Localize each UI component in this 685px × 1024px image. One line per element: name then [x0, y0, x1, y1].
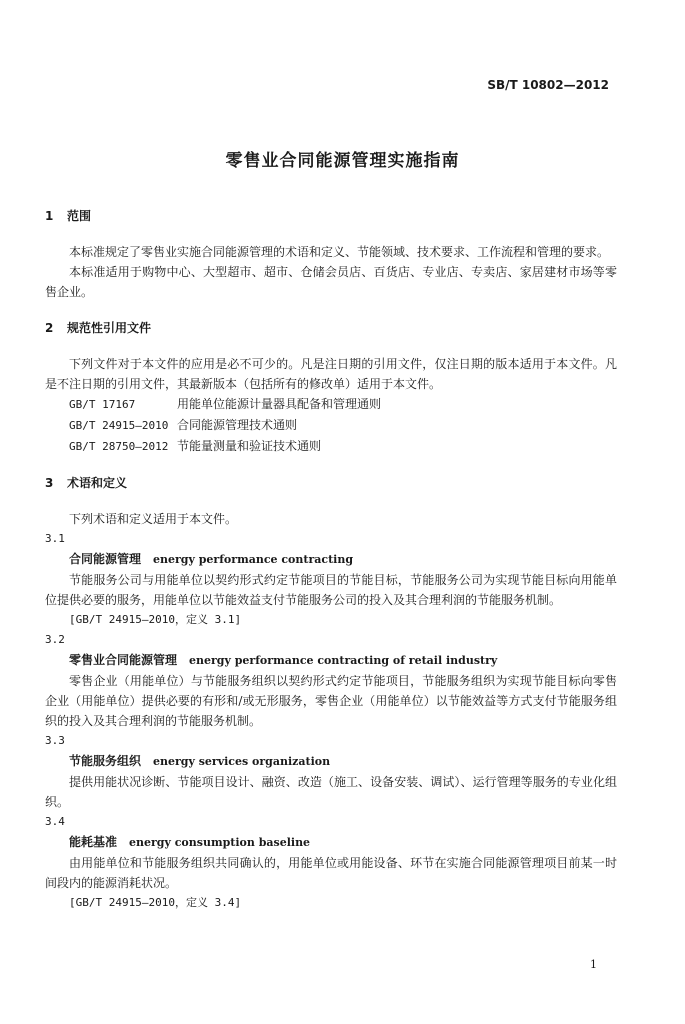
term-en: energy services organization	[153, 755, 331, 768]
paragraph: 本标准适用于购物中心、大型超市、超市、仓储会员店、百货店、专业店、专卖店、家居建材市场等零售企业。	[45, 265, 617, 299]
term-heading	[45, 650, 617, 671]
term-en: energy performance contracting of retail industry	[189, 654, 498, 667]
term-definition: 由用能单位和节能服务组织共同确认的，用能单位或用能设备、环节在实施合同能源管理项目前某一时间段内的能源消耗状况。	[45, 856, 617, 890]
term-en: energy consumption baseline	[129, 836, 311, 849]
section-3-heading	[45, 473, 617, 493]
term-definition: 提供用能状况诊断、节能项目设计、融资、改造（施工、设备安装、调试）、运行管理等服务的专业化组织。	[45, 775, 617, 809]
section-title: 范围	[67, 209, 92, 223]
term-zh: 节能服务组织	[69, 754, 142, 768]
term-heading	[45, 549, 617, 570]
term-number: 3.1	[45, 532, 65, 545]
reference-item	[45, 394, 617, 415]
section-number: 3	[45, 476, 54, 490]
term-number: 3.3	[45, 734, 65, 747]
reference-item	[45, 415, 617, 436]
term-en: energy performance contracting	[153, 553, 354, 566]
term-zh: 能耗基准	[69, 835, 118, 849]
section-title: 术语和定义	[67, 476, 128, 490]
section-1-heading	[45, 206, 617, 226]
reference-title: 合同能源管理技术通则	[177, 418, 298, 432]
section-number: 1	[45, 209, 54, 223]
standard-number: SB/T 10802—2012	[487, 78, 609, 92]
term-zh: 合同能源管理	[69, 552, 142, 566]
term-zh: 零售业合同能源管理	[69, 653, 178, 667]
paragraph: 下列文件对于本文件的应用是必不可少的。凡是注日期的引用文件，仅注日期的版本适用于本文件。凡是不注日期的引用文件，其最新版本（包括所有的修改单）适用于本文件。	[45, 357, 617, 391]
section-2-heading	[45, 318, 617, 338]
term-definition: 零售企业（用能单位）与节能服务组织以契约形式约定节能项目，节能服务组织为实现节能目标向零售企业（用能单位）提供必要的有形和/或无形服务，零售企业（用能单位）以节能效益等方式支付节能服务组织的投入及其合理利润的节能服务机制。	[45, 674, 617, 728]
section-number: 2	[45, 321, 54, 335]
reference-code: GB/T 24915—2010	[69, 419, 169, 432]
reference-code: GB/T 17167	[69, 398, 136, 411]
term-source: [GB/T 24915—2010，定义 3.4]	[69, 896, 242, 909]
reference-title: 节能量测量和验证技术通则	[177, 439, 322, 453]
term-definition: 节能服务公司与用能单位以契约形式约定节能项目的节能目标，节能服务公司为实现节能目标向用能单位提供必要的服务，用能单位以节能效益支付节能服务公司的投入及其合理利润的节能服务机制。	[45, 573, 617, 607]
section-title: 规范性引用文件	[67, 321, 152, 335]
page-number: 1	[590, 958, 597, 971]
reference-title: 用能单位能源计量器具配备和管理通则	[177, 397, 382, 411]
reference-item	[45, 436, 617, 457]
term-heading	[45, 832, 617, 853]
paragraph: 下列术语和定义适用于本文件。	[69, 512, 238, 526]
paragraph: 本标准规定了零售业实施合同能源管理的术语和定义、节能领域、技术要求、工作流程和管理的要求。	[69, 245, 610, 259]
reference-code: GB/T 28750—2012	[69, 440, 169, 453]
document-body	[45, 206, 617, 913]
term-number: 3.2	[45, 633, 65, 646]
term-heading	[45, 751, 617, 772]
term-source: [GB/T 24915—2010，定义 3.1]	[69, 613, 242, 626]
term-number: 3.4	[45, 815, 65, 828]
document-title: 零售业合同能源管理实施指南	[225, 151, 460, 171]
